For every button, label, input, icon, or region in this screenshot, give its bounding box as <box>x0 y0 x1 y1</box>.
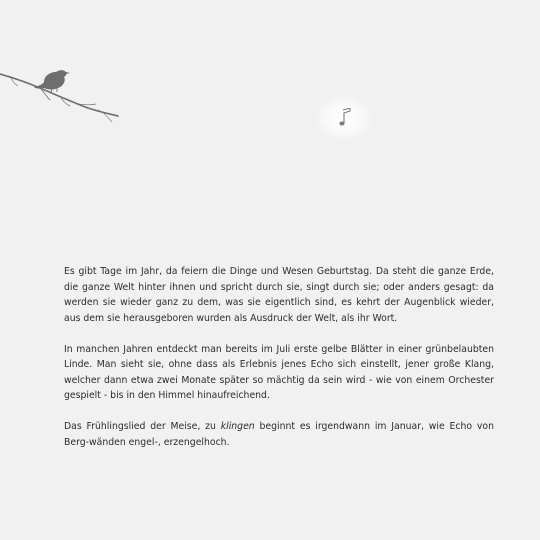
bird-on-branch-illustration <box>0 60 130 130</box>
music-note-icon <box>338 108 352 128</box>
paragraph-3-start: Das Frühlingslied der Meise, zu <box>64 421 221 432</box>
body-text <box>64 264 494 466</box>
bird-icon <box>34 70 70 93</box>
paragraph-1: Es gibt Tage im Jahr, da feiern die Dinge und Wesen Geburtstag. Da steht die ganze Erde, die ganze Welt hinter ihnen und spricht durch sie, singt durch sie; oder anders gesagt: da werden sie wieder ganz zu dem, was sie eigentlich sind, es kehrt der Augenblick wieder, aus dem sie herausgeboren wurden als Ausdruck der Welt, als ihr Wort. <box>64 266 494 324</box>
paragraph-2: In manchen Jahren entdeckt man bereits im Juli erste gelbe Blätter in einer grünbelaubten Linde. Man sieht sie, ohne dass als Erlebnis jenes Echo sich einstellt, jener große Klang, welcher dann etwa zwei Monate später so mächtig da sein wird - wie von einem Orchester gespielt - bis in den Himmel hinaufreichend. <box>64 343 494 401</box>
paragraph-3-end: beginnt es irgendwann im Januar, wie Echo von Berg-wänden engel-, erzengelhoch. <box>64 421 494 448</box>
paragraph-3-emphasis: klingen <box>220 421 255 432</box>
paragraph-3 <box>64 419 494 450</box>
